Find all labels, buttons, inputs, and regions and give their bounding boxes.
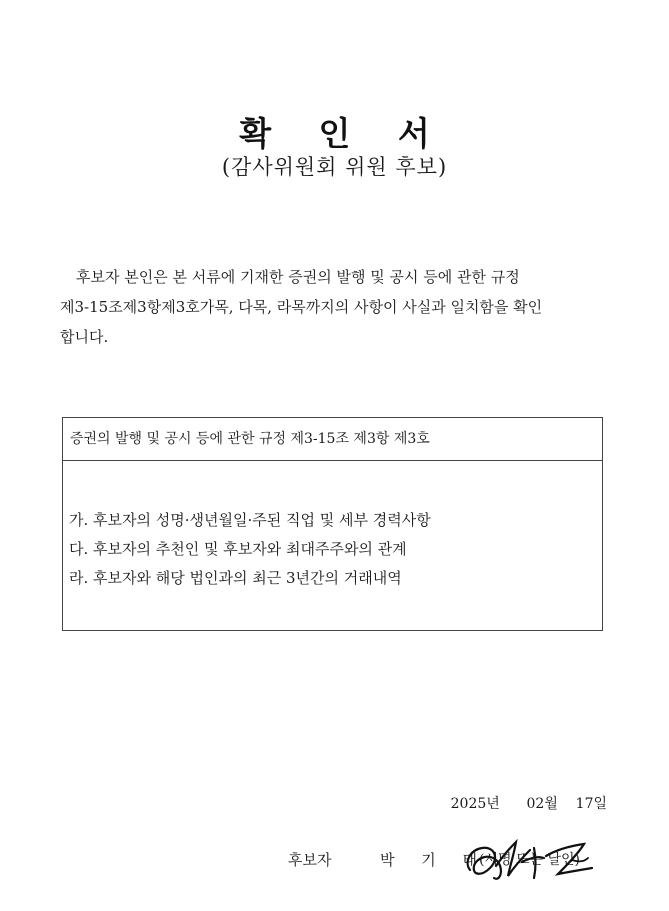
- statement-line: 제3-15조제3항제3호가목, 다목, 라목까지의 사항이 사실과 일치함을 확인: [60, 298, 543, 316]
- document-title: 확 인 서: [239, 114, 448, 153]
- date-year: 2025년: [450, 796, 500, 812]
- regulation-box-header: 증권의 발행 및 공시 등에 관한 규정 제3-15조 제3항 제3호: [63, 418, 602, 461]
- document-subtitle: (감사위원회 위원 후보): [221, 155, 448, 179]
- date-month: 02월: [526, 796, 558, 812]
- document-date: [451, 793, 607, 813]
- handwritten-signature: [460, 832, 610, 886]
- statement-line: 합니다.: [60, 328, 109, 346]
- seal-note: (서명 또는 날인): [479, 852, 580, 868]
- regulation-item: 라. 후보자와 해당 법인과의 최근 3년간의 거래내역: [69, 569, 402, 587]
- regulation-item-list: [69, 506, 431, 593]
- regulation-item: 다. 후보자의 추천인 및 후보자와 최대주주와의 관계: [69, 540, 407, 558]
- confirmation-statement: [60, 262, 612, 352]
- date-day: 17일: [575, 796, 607, 812]
- regulation-box: [62, 417, 603, 631]
- signer-label: 후보자: [288, 851, 332, 869]
- signer-name: 박 기 태: [380, 851, 489, 869]
- regulation-item: 가. 후보자의 성명·생년월일·주된 직업 및 세부 경력사항: [69, 511, 431, 529]
- statement-line: 후보자 본인은 본 서류에 기재한 증권의 발행 및 공시 등에 관한 규정: [76, 268, 520, 286]
